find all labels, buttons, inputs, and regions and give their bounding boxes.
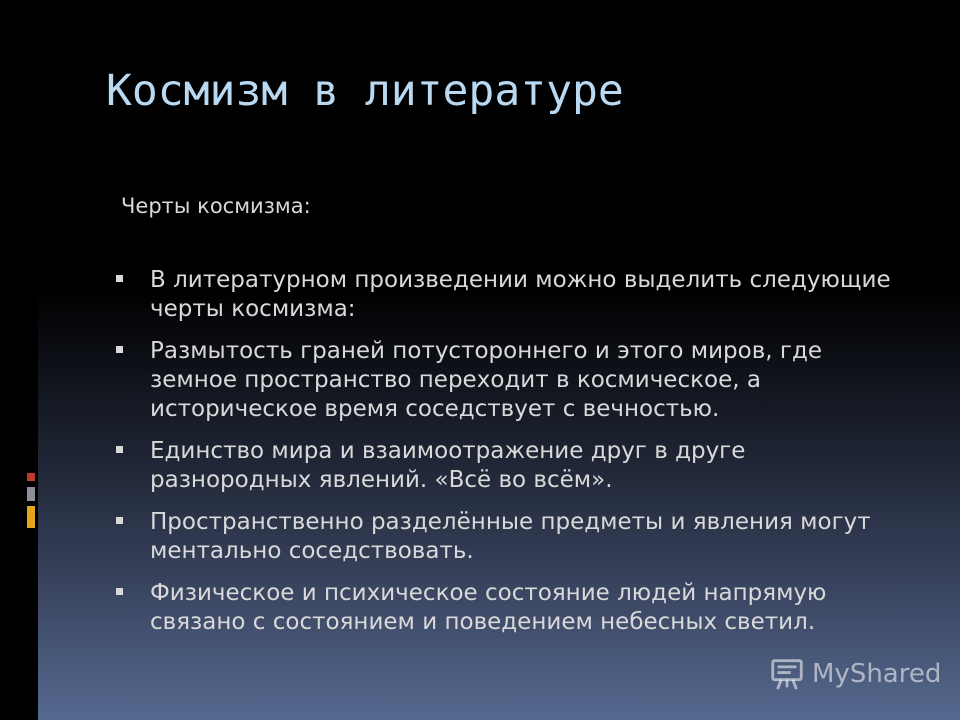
slide-title: Космизм в литературе (106, 66, 624, 116)
bullet-item (114, 266, 894, 324)
left-accent-strip (0, 0, 38, 720)
bullet-text: Физическое и психическое состояние людей напрямую связано с состоянием и поведением небесных светил. (150, 580, 827, 635)
square-bullet-icon (116, 446, 123, 453)
bullet-list (114, 266, 894, 650)
presentation-board-icon (768, 655, 806, 693)
bullet-text: Пространственно разделённые предметы и явления могут ментально соседствовать. (150, 509, 871, 564)
accent-mark-red (27, 473, 35, 481)
bullet-text: В литературном произведении можно выделить следующие черты космизма: (150, 267, 891, 322)
square-bullet-icon (116, 275, 123, 282)
bullet-item (114, 437, 894, 495)
square-bullet-icon (116, 346, 123, 353)
accent-mark-gray (27, 487, 35, 501)
bullet-item (114, 508, 894, 566)
bullet-item (114, 579, 894, 637)
accent-mark-yellow (27, 506, 35, 528)
slide-subtitle: Черты космизма: (121, 194, 311, 218)
square-bullet-icon (116, 517, 123, 524)
bullet-text: Размытость граней потустороннего и этого миров, где земное пространство переходит в космическое, а историческое время соседствует с вечностью. (150, 338, 823, 422)
watermark-text: MyShared (812, 659, 942, 689)
bullet-item (114, 337, 894, 424)
square-bullet-icon (116, 588, 123, 595)
watermark (768, 655, 941, 693)
bullet-text: Единство мира и взаимоотражение друг в друге разнородных явлений. «Всё во всём». (150, 438, 746, 493)
